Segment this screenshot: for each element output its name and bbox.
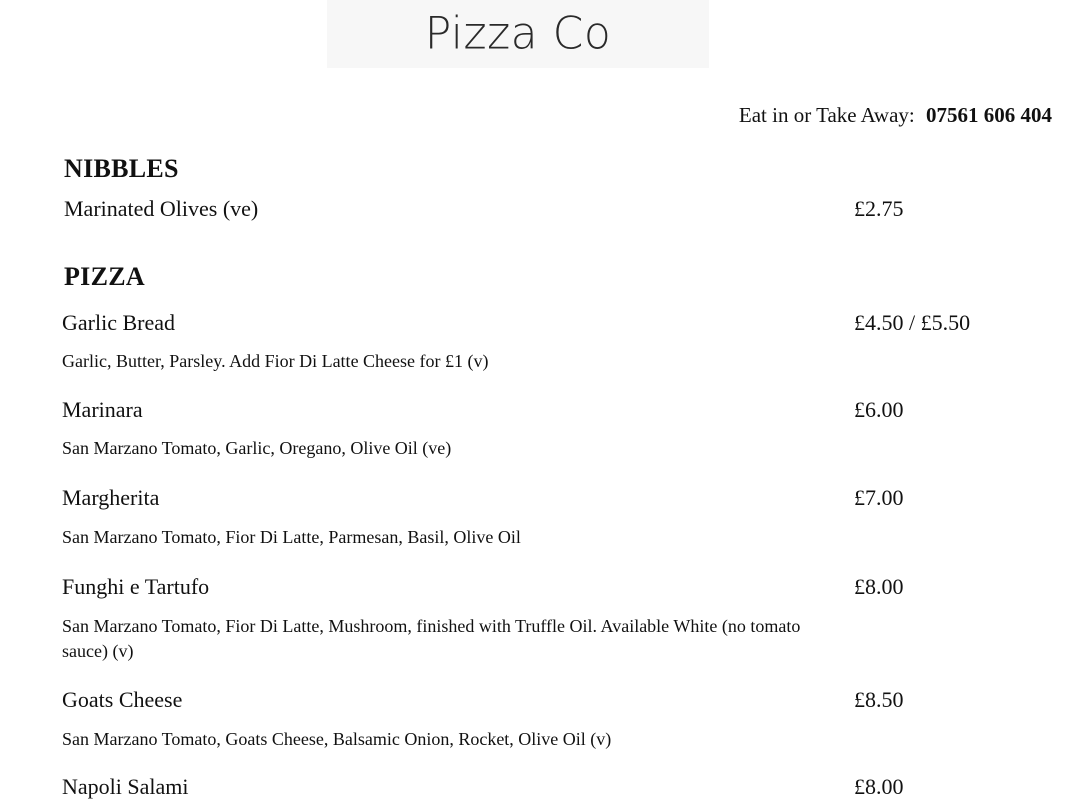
- item-price-funghi-e-tartufo: £8.00: [854, 574, 904, 599]
- item-name-goats-cheese: Goats Cheese: [62, 687, 183, 712]
- item-desc-funghi-e-tartufo: San Marzano Tomato, Fior Di Latte, Mushroom, finished with Truffle Oil. Available White (no tomato sauce) (v): [62, 616, 801, 661]
- item-desc-goats-cheese: San Marzano Tomato, Goats Cheese, Balsamic Onion, Rocket, Olive Oil (v): [62, 729, 612, 749]
- item-name-marinara: Marinara: [62, 397, 143, 422]
- contact-label: Eat in or Take Away:: [738, 103, 915, 127]
- item-name-garlic-bread: Garlic Bread: [62, 310, 175, 335]
- item-desc-margherita: San Marzano Tomato, Fior Di Latte, Parmesan, Basil, Olive Oil: [62, 527, 521, 547]
- item-price-garlic-bread: £4.50 / £5.50: [854, 310, 971, 335]
- item-desc-marinara: San Marzano Tomato, Garlic, Oregano, Olive Oil (ve): [62, 438, 452, 458]
- logo: Pizza Co: [424, 7, 612, 60]
- item-price-margherita: £7.00: [854, 485, 904, 510]
- section-heading-nibbles: NIBBLES: [64, 154, 179, 183]
- item-price-goats-cheese: £8.50: [854, 687, 904, 712]
- item-price-napoli-salami: £8.00: [854, 774, 904, 799]
- item-price-marinara: £6.00: [854, 397, 904, 422]
- item-name-napoli-salami: Napoli Salami: [62, 774, 189, 799]
- contact-line: [739, 103, 1052, 128]
- item-name-marinated-olives: Marinated Olives (ve): [64, 196, 259, 221]
- item-name-funghi-e-tartufo: Funghi e Tartufo: [62, 574, 210, 599]
- item-name-margherita: Margherita: [62, 485, 160, 510]
- logo-banner: [327, 0, 709, 68]
- item-desc-garlic-bread: Garlic, Butter, Parsley. Add Fior Di Latte Cheese for £1 (v): [62, 351, 489, 371]
- phone-number: 07561 606 404: [926, 103, 1052, 127]
- item-price-marinated-olives: £2.75: [854, 196, 904, 221]
- section-heading-pizza: PIZZA: [64, 262, 145, 291]
